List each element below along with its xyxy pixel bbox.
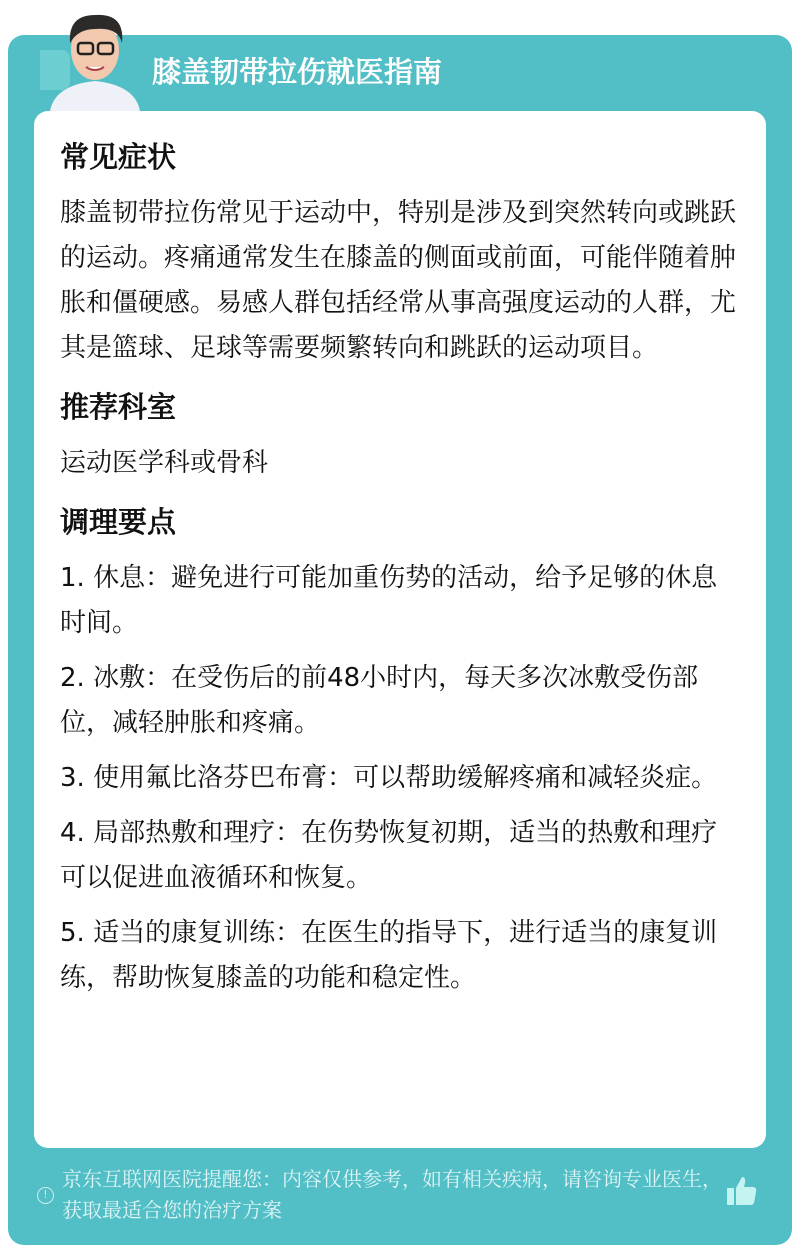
symptoms-text: 膝盖韧带拉伤常见于运动中，特别是涉及到突然转向或跳跃的运动。疼痛通常发生在膝盖的侧面或前面，可能伴随着肿胀和僵硬感。易感人群包括经常从事高强度运动的人群，尤其是篮球、足球等需要频繁转向和跳跃的运动项目。 (60, 198, 737, 363)
symptoms-heading: 常见症状 (60, 140, 177, 174)
info-icon: ! (37, 1187, 54, 1204)
thumbs-up-icon[interactable] (726, 1175, 758, 1207)
care-item: 5. 适当的康复训练：在医生的指导下，进行适当的康复训练，帮助恢复膝盖的功能和稳定性。 (60, 918, 718, 993)
care-item: 3. 使用氟比洛芬巴布膏：可以帮助缓解疼痛和减轻炎症。 (60, 763, 718, 793)
care-heading: 调理要点 (60, 505, 177, 539)
content-card (34, 111, 766, 1148)
doctor-avatar-icon (40, 5, 150, 111)
page-title: 膝盖韧带拉伤就医指南 (152, 55, 443, 89)
care-item: 4. 局部热敷和理疗：在伤势恢复初期，适当的热敷和理疗可以促进血液循环和恢复。 (60, 818, 718, 893)
department-heading: 推荐科室 (60, 390, 177, 424)
department-text: 运动医学科或骨科 (60, 448, 269, 478)
disclaimer-text: 京东互联网医院提醒您：内容仅供参考，如有相关疾病，请咨询专业医生，获取最适合您的治疗方案 (62, 1167, 722, 1222)
care-item: 2. 冰敷：在受伤后的前48小时内，每天多次冰敷受伤部位，减轻肿胀和疼痛。 (60, 663, 699, 738)
care-item: 1. 休息：避免进行可能加重伤势的活动，给予足够的休息时间。 (60, 563, 718, 638)
